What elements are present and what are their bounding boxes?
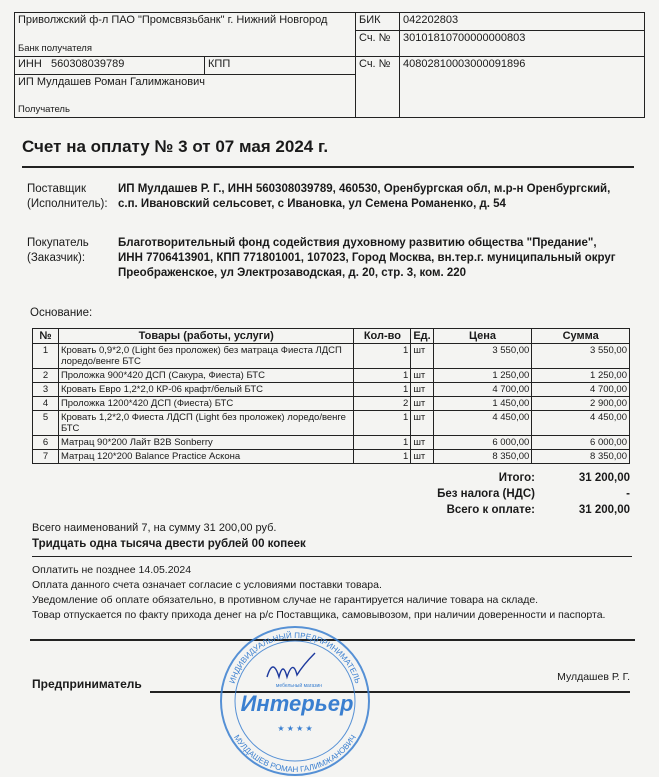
item-sum: 3 550,00: [532, 344, 630, 369]
table-row: [33, 450, 630, 464]
note: Уведомление об оплате обязательно, в противном случае не гарантируется наличие товара на складе.: [32, 594, 539, 606]
basis-label: Основание:: [30, 307, 93, 319]
item-quantity: 1: [354, 450, 411, 464]
row-number: 3: [33, 383, 59, 397]
signature-scribble: [267, 653, 315, 677]
items-table: [32, 328, 630, 464]
table-row: [33, 436, 630, 450]
total-label: Итого:: [498, 472, 535, 484]
item-price: 4 450,00: [433, 411, 532, 436]
item-quantity: 1: [354, 383, 411, 397]
row-number: 2: [33, 369, 59, 383]
stamp-outer-text: ИНДИВИДУАЛЬНЫЙ ПРЕДПРИНИМАТЕЛЬ: [227, 630, 363, 685]
item-sum: 6 000,00: [532, 436, 630, 450]
bik-value: 042202803: [400, 13, 645, 31]
item-sum: 8 350,00: [532, 450, 630, 464]
column-header: Ед.: [411, 329, 433, 344]
account-label: Сч. №: [356, 57, 400, 118]
stamp-brand-small: мебельный магазин: [275, 683, 323, 689]
item-unit: шт: [411, 397, 433, 411]
item-quantity: 1: [354, 411, 411, 436]
recipient-name: ИП Мулдашев Роман Галимжанович: [18, 76, 205, 88]
item-sum: 1 250,00: [532, 369, 630, 383]
item-quantity: 2: [354, 397, 411, 411]
bank-details-table: [14, 12, 645, 118]
corr-account-value: 30101810700000000803: [400, 31, 645, 57]
inn-label: ИНН: [18, 58, 42, 70]
item-name: Кровать Евро 1,2*2,0 КР-06 крафт/белый БТС: [58, 383, 354, 397]
signature-role: Предприниматель: [32, 677, 142, 691]
signer-name: Мулдашев Р. Г.: [557, 671, 630, 683]
table-row: [33, 344, 630, 369]
note: Оплата данного счета означает согласие с условиями поставки товара.: [32, 579, 382, 591]
row-number: 5: [33, 411, 59, 436]
item-unit: шт: [411, 383, 433, 397]
buyer-label: [27, 236, 89, 266]
title-divider: [22, 166, 634, 168]
item-price: 1 450,00: [433, 397, 532, 411]
company-stamp: [215, 625, 375, 777]
account-value: 40802810003000091896: [400, 57, 645, 118]
buyer-label-line1: Покупатель: [27, 237, 89, 249]
buyer-value: Благотворительный фонд содействия духовному развитию общества "Предание", ИНН 7706413901, КПП 771801001, 107023, Город Москва, вн.тер.г. муниципальный округ Преображенское, ул Электрозаводская, д. 20, стр. 3, ком. 220: [118, 237, 616, 279]
bank-cell: [15, 13, 356, 57]
note: Товар отпускается по факту прихода денег на р/с Поставщика, самовывозом, при наличии доверенности и паспорта.: [32, 609, 606, 621]
total-value: 31 200,00: [578, 472, 630, 484]
vat-label: Без налога (НДС): [437, 488, 535, 500]
item-unit: шт: [411, 369, 433, 383]
recipient-label: Получатель: [18, 104, 70, 115]
item-sum: 4 700,00: [532, 383, 630, 397]
inn-cell: [15, 57, 205, 75]
item-unit: шт: [411, 344, 433, 369]
note-payment-deadline: Оплатить не позднее 14.05.2024: [32, 564, 192, 576]
table-row: [33, 397, 630, 411]
stamp-stars: ★ ★ ★ ★: [277, 724, 313, 733]
stamp-brand: Интерьер: [240, 691, 354, 716]
item-price: 3 550,00: [433, 344, 532, 369]
column-header: Кол-во: [354, 329, 411, 344]
recipient-cell: [15, 75, 356, 118]
corr-account-label: Сч. №: [356, 31, 400, 57]
row-number: 6: [33, 436, 59, 450]
item-price: 6 000,00: [433, 436, 532, 450]
amount-in-words: Тридцать одна тысяча двести рублей 00 копеек: [32, 538, 306, 550]
notes: [32, 563, 622, 623]
column-header: Сумма: [532, 329, 630, 344]
item-unit: шт: [411, 411, 433, 436]
column-header: Цена: [433, 329, 532, 344]
row-number: 4: [33, 397, 59, 411]
item-price: 8 350,00: [433, 450, 532, 464]
supplier-label-line1: Поставщик: [27, 183, 86, 195]
item-name: Матрац 120*200 Balance Practice Аскона: [58, 450, 354, 464]
item-name: Кровать 1,2*2,0 Фиеста ЛДСП (Light без проложек) лоредо/венге БТС: [58, 411, 354, 436]
buyer-label-line2: (Заказчик):: [27, 252, 86, 264]
column-header: №: [33, 329, 59, 344]
table-row: [33, 369, 630, 383]
inn-value: 560308039789: [50, 58, 125, 70]
bank-label: Банк получателя: [18, 43, 92, 54]
supplier-label-line2: (Исполнитель):: [27, 198, 108, 210]
table-row: [33, 383, 630, 397]
item-price: 4 700,00: [433, 383, 532, 397]
row-number: 7: [33, 450, 59, 464]
item-name: Кровать 0,9*2,0 (Light без проложек) без матраца Фиеста ЛДСП лоредо/венге БТС: [58, 344, 354, 369]
supplier-value: ИП Мулдашев Р. Г., ИНН 560308039789, 460530, Оренбургская обл, м.р-н Оренбургский, с.п. Ивановский сельсовет, с Ивановка, ул Семена Романенко, д. 54: [118, 183, 611, 210]
due-value: 31 200,00: [578, 504, 630, 516]
column-header: Товары (работы, услуги): [58, 329, 354, 344]
item-quantity: 1: [354, 369, 411, 383]
item-name: Проложка 1200*420 ДСП (Фиеста) БТС: [58, 397, 354, 411]
vat-value: -: [626, 488, 630, 500]
item-sum: 2 900,00: [532, 397, 630, 411]
bik-label: БИК: [356, 13, 400, 31]
item-sum: 4 450,00: [532, 411, 630, 436]
header-row: [33, 329, 630, 344]
invoice-title: Счет на оплату № 3 от 07 мая 2024 г.: [22, 137, 329, 156]
item-price: 1 250,00: [433, 369, 532, 383]
stamp-owner-text: МУЛДАШЕВ РОМАН ГАЛИМЖАНОВИЧ: [232, 733, 358, 774]
item-quantity: 1: [354, 436, 411, 450]
bank-name: Приволжский ф-л ПАО "Промсвязьбанк" г. Нижний Новгород: [18, 14, 328, 26]
item-name: Матрац 90*200 Лайт B2B Sonberry: [58, 436, 354, 450]
item-quantity: 1: [354, 344, 411, 369]
kpp-label: КПП: [205, 57, 356, 75]
items-summary: Всего наименований 7, на сумму 31 200,00 руб.: [32, 522, 277, 534]
item-name: Проложка 900*420 ДСП (Сакура, Фиеста) БТС: [58, 369, 354, 383]
table-row: [33, 411, 630, 436]
supplier-label: [27, 182, 108, 212]
words-divider: [32, 556, 632, 557]
row-number: 1: [33, 344, 59, 369]
item-unit: шт: [411, 450, 433, 464]
due-label: Всего к оплате:: [446, 504, 535, 516]
item-unit: шт: [411, 436, 433, 450]
